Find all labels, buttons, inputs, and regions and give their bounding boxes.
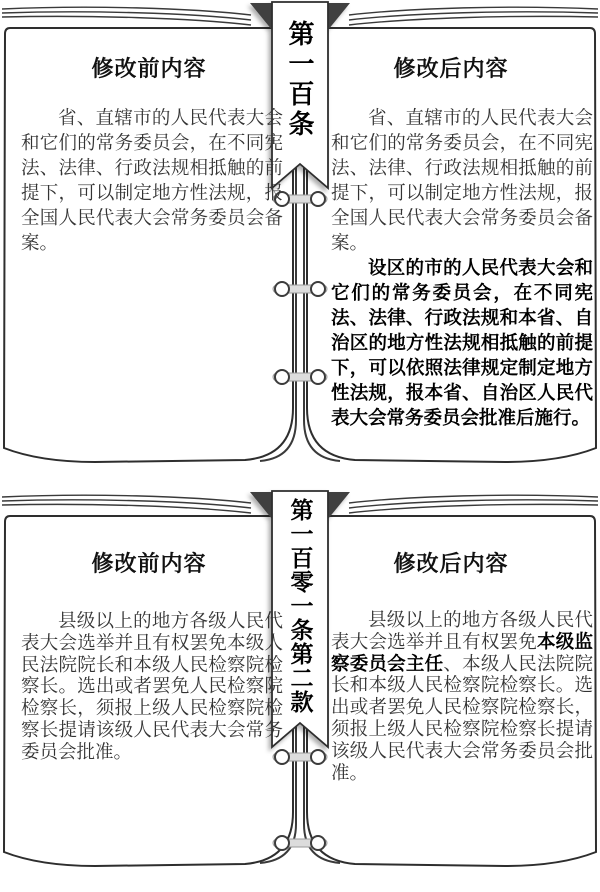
book2-before-body bbox=[21, 610, 283, 763]
paragraph: 省、直辖市的人民代表大会和它们的常务委员会，在不同宪法、法律、行政法规相抵触的前提下，可以制定地方性法规，报全国人民代表大会常务委员会备案。 bbox=[21, 107, 283, 253]
book2-ribbon-label bbox=[272, 493, 328, 719]
ribbon-fold-triangle bbox=[328, 492, 350, 519]
added-paragraph: 设区的市的人民代表大会和它们的常务委员会，在不同宪法、法律、行政法规和本省、自治区的地方性法规相抵触的前提下，可以依照法律规定制定地方性法规，报本省、自治区人民代表大会常务委员会批准后施行。 bbox=[331, 257, 593, 428]
paragraph bbox=[331, 609, 593, 783]
paragraph: 省、直辖市的人民代表大会和它们的常务委员会，在不同宪法、法律、行政法规相抵触的前提下，可以制定地方性法规，报全国人民代表大会常务委员会备案。 bbox=[331, 107, 593, 253]
ribbon-label-text: 第一百零一条第二款 bbox=[287, 498, 314, 714]
book1-after-body bbox=[331, 105, 593, 430]
book1-before-title: 修改前内容 bbox=[91, 56, 207, 81]
ribbon-label-text: 第一百条 bbox=[285, 20, 315, 140]
ribbon-fold-triangle bbox=[250, 492, 272, 519]
text-run: 、本级人民法院院长和本级人民检察院检察长。选出或者罢免人民检察院检察长，须报上级人民检察院检察长提请该级人民代表大会常务委员会批准。 bbox=[331, 652, 593, 783]
text-run: 县级以上的地方各级人民代表大会选举并且有权罢免 bbox=[331, 609, 593, 652]
book1-after-title: 修改后内容 bbox=[393, 56, 509, 81]
ribbon-fold-triangle bbox=[328, 3, 350, 30]
binder-ring bbox=[273, 370, 327, 384]
ribbon-fold-triangle bbox=[250, 3, 272, 30]
book1-before-body bbox=[21, 105, 283, 255]
binder-ring bbox=[273, 836, 327, 850]
book1-ribbon-label bbox=[272, 4, 328, 156]
binder-ring bbox=[273, 282, 327, 296]
book2-before-title: 修改前内容 bbox=[91, 551, 207, 576]
book2-after-title: 修改后内容 bbox=[393, 551, 509, 576]
added-text-run: 本级监察委员会主任 bbox=[331, 630, 593, 674]
book2-after-body bbox=[331, 609, 593, 783]
paragraph: 县级以上的地方各级人民代表大会选举并且有权罢免本级人民法院院长和本级人民检察院检察长。选出或者罢免人民检察院检察长，须报上级人民检察院检察长提请该级人民代表大会常务委员会批准。 bbox=[21, 610, 283, 762]
